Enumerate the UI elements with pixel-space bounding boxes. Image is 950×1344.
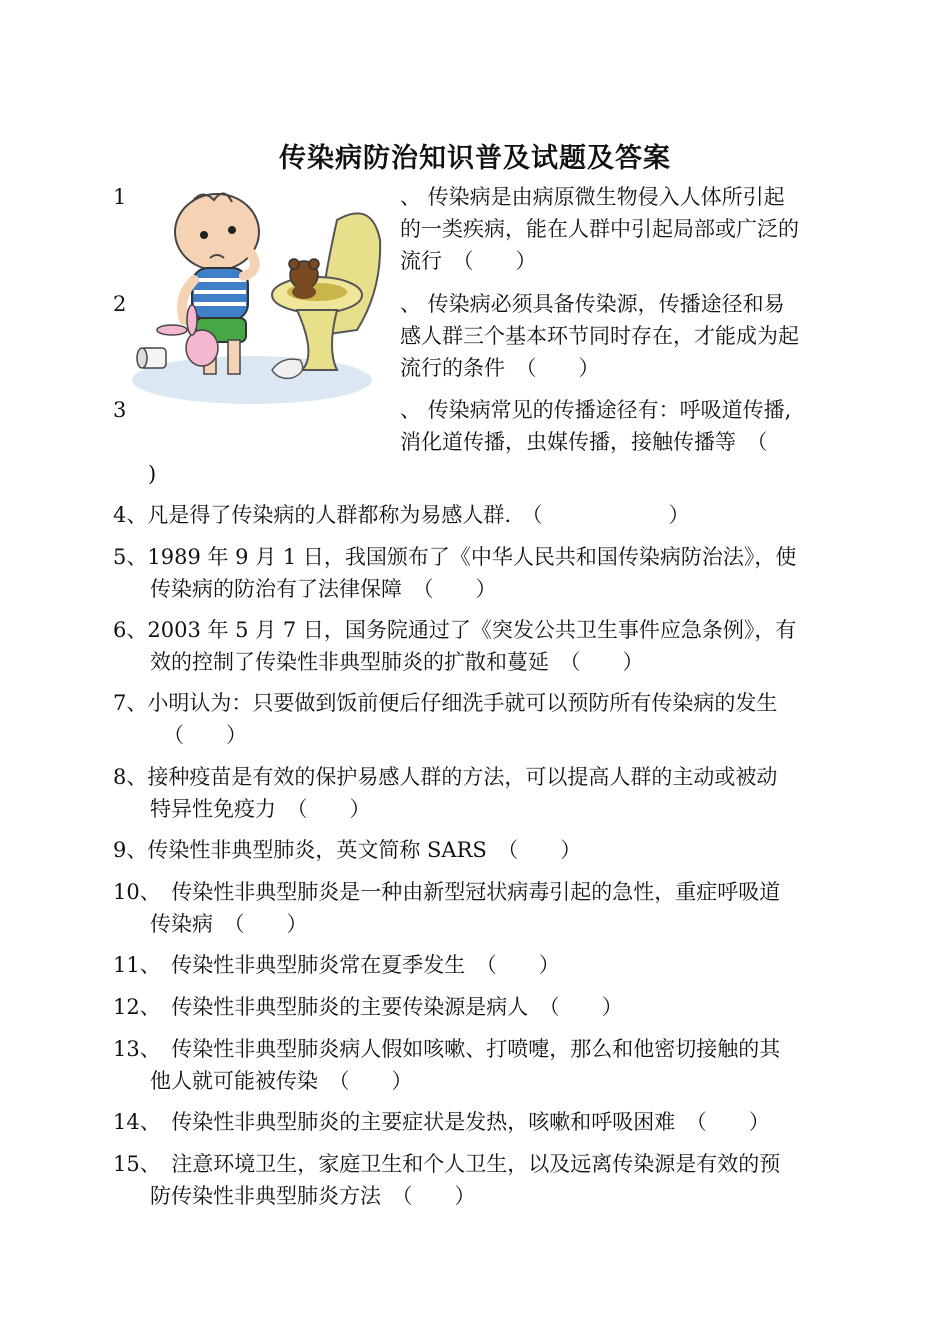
- question-text-continuation: 传染病的防治有了法律保障 （ ）: [150, 577, 497, 601]
- question-text: 4、凡是得了传染病的人群都称为易感人群. （ ）: [113, 503, 690, 527]
- question-text: 12、 传染性非典型肺炎的主要传染源是病人 （ ）: [113, 995, 623, 1019]
- question-text: 5、1989 年 9 月 1 日，我国颁布了《中华人民共和国传染病防治法》，使: [113, 545, 797, 569]
- question-item: [113, 876, 833, 940]
- question-text: 6、2003 年 5 月 7 日，国务院通过了《突发公共卫生事件应急条例》，有: [113, 618, 797, 642]
- teddy-bear-icon: [289, 259, 319, 299]
- question-item: [113, 1106, 833, 1138]
- question-text-continuation: 防传染性非典型肺炎方法 （ ）: [150, 1184, 476, 1208]
- question-1-line-3: 流行 （ ）: [400, 249, 537, 273]
- question-text-continuation: 传染病 （ ）: [150, 912, 308, 936]
- question-1-line-1: 、 传染病是由病原微生物侵入人体所引起: [400, 185, 785, 209]
- question-text-continuation: 他人就可能被传染 （ ）: [150, 1069, 413, 1093]
- question-item: [113, 761, 833, 825]
- question-3-line-2: 消化道传播，虫媒传播，接触传播等 （: [400, 430, 768, 454]
- question-text-continuation: 效的控制了传染性非典型肺炎的扩散和蔓延 （ ）: [150, 650, 644, 674]
- question-text: 11、 传染性非典型肺炎常在夏季发生 （ ）: [113, 953, 560, 977]
- question-2-line-2: 感人群三个基本环节同时存在，才能成为起: [400, 324, 799, 348]
- question-3-number: 3: [113, 398, 127, 422]
- toilet-icon: [272, 213, 380, 370]
- question-text: 10、 传染性非典型肺炎是一种由新型冠状病毒引起的急性，重症呼吸道: [113, 880, 781, 904]
- question-text: 15、 注意环境卫生，家庭卫生和个人卫生，以及远离传染源是有效的预: [113, 1152, 781, 1176]
- question-1-number: 1: [113, 185, 127, 209]
- question-item: [113, 834, 833, 866]
- question-text-continuation: 特异性免疫力 （ ）: [150, 797, 371, 821]
- question-item: [113, 499, 833, 531]
- toilet-paper-icon: [137, 348, 166, 368]
- question-text: 8、接种疫苗是有效的保护易感人群的方法，可以提高人群的主动或被动: [113, 765, 778, 789]
- question-2-line-3: 流行的条件 （ ）: [400, 356, 600, 380]
- question-text-continuation: （ ）: [163, 723, 247, 747]
- question-1-line-2: 的一类疾病，能在人群中引起局部或广泛的: [400, 217, 799, 241]
- question-text: 9、传染性非典型肺炎，英文简称 SARS （ ）: [113, 838, 582, 862]
- question-3-line-1: 、 传染病常见的传播途径有：呼吸道传播,: [400, 398, 792, 422]
- question-item: [113, 949, 833, 981]
- question-item: [113, 687, 833, 751]
- question-2-line-1: 、 传染病必须具备传染源，传播途径和易: [400, 292, 785, 316]
- question-item: [113, 1033, 833, 1097]
- question-text: 14、 传染性非典型肺炎的主要症状是发热，咳嗽和呼吸困难 （ ）: [113, 1110, 770, 1134]
- question-text: 7、小明认为：只要做到饭前便后仔细洗手就可以预防所有传染病的发生: [113, 691, 778, 715]
- question-item: [113, 1148, 833, 1212]
- question-item: [113, 991, 833, 1023]
- question-3-tail: ): [148, 462, 157, 486]
- question-2-number: 2: [113, 292, 127, 316]
- question-item: [113, 541, 833, 605]
- page-title: 传染病防治知识普及试题及答案: [279, 143, 671, 174]
- cartoon-boy-toilet-illustration: [132, 180, 387, 412]
- question-item: [113, 614, 833, 678]
- question-text: 13、 传染性非典型肺炎病人假如咳嗽、打喷嚏，那么和他密切接触的其: [113, 1037, 781, 1061]
